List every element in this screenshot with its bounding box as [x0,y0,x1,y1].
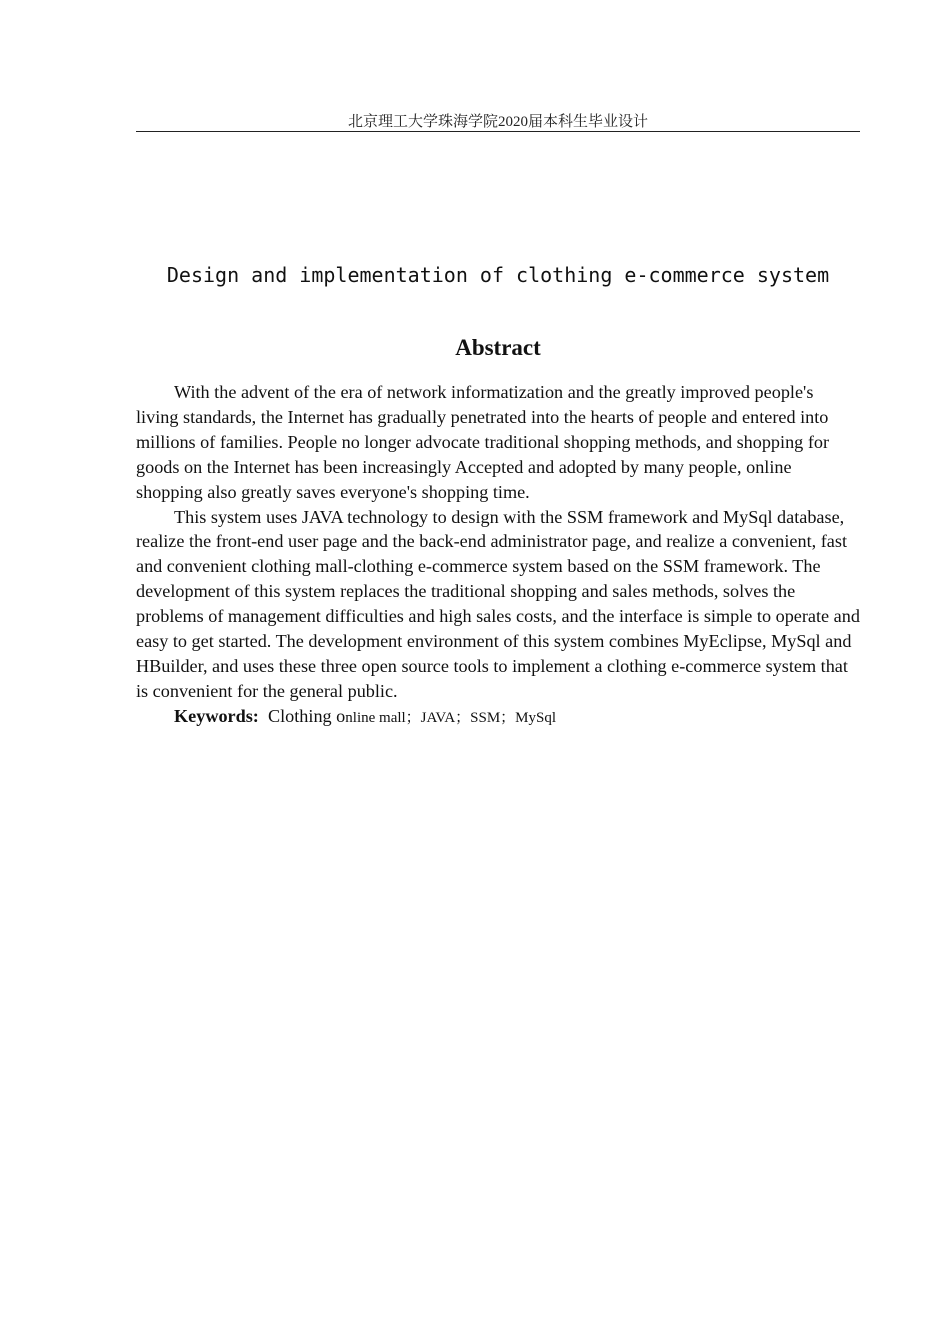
thesis-title: Design and implementation of clothing e-commerce system [166,263,830,287]
abstract-heading: Abstract [455,335,541,360]
abstract-paragraph-1: With the advent of the era of network informatization and the greatly improved people's living standards, the Internet has gradually penetrated into the hearts of people and entered into millions of families. People no longer advocate traditional shopping methods, and shopping for goods on the Internet has been increasingly Accepted and adopted by many people, online shopping also greatly saves everyone's shopping time. [136,382,830,502]
abstract-body [136,380,860,731]
keywords-list: nline mall；JAVA；SSM；MySql [345,709,557,726]
abstract-paragraph-2: This system uses JAVA technology to design with the SSM framework and MySql database, realize the front-end user page and the back-end administrator page, and realize a convenient, fast and convenient clothing mall-clothing e-commerce system based on the SSM framework. The development of this system replaces the traditional shopping and sales methods, solves the problems of management difficulties and high sales costs, and the interface is simple to operate and easy to get started. The development environment of this system combines MyEclipse, MySql and HBuilder, and uses these three open source tools to implement a clothing e-commerce system that is convenient for the general public. [136,506,860,701]
header-divider [136,131,860,132]
keywords-first: Clothing o [267,705,346,726]
keywords-label: Keywords: [174,705,259,726]
keywords-line [136,704,860,731]
running-header: 北京理工大学珠海学院2020届本科生毕业设计 [347,114,648,130]
